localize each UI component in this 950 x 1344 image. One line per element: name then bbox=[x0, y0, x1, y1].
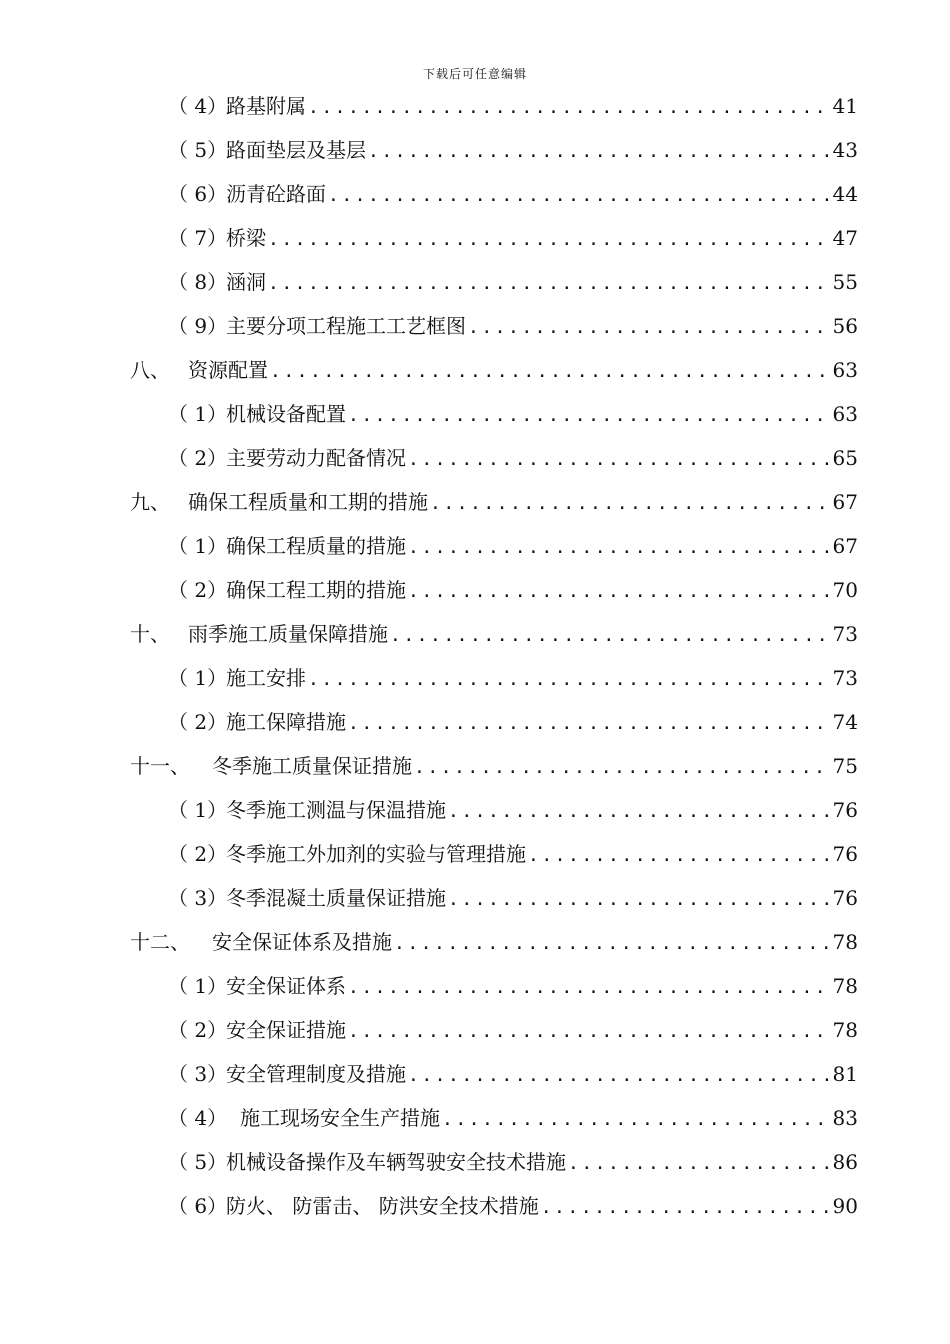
toc-dot-leader bbox=[541, 1186, 830, 1230]
toc-entry-8[interactable] bbox=[168, 260, 858, 304]
toc-entry-number: （ 6） bbox=[168, 182, 228, 206]
toc-entry-page: 47 bbox=[832, 226, 858, 250]
toc-entry-number: （ 4） bbox=[168, 94, 228, 118]
toc-entry-6[interactable] bbox=[168, 172, 858, 216]
toc-entry-5[interactable] bbox=[168, 128, 858, 172]
page-header: 下载后可任意编辑 bbox=[422, 67, 527, 81]
toc-entry-page: 74 bbox=[832, 710, 858, 734]
toc-dot-leader bbox=[408, 570, 830, 614]
toc-dot-leader bbox=[408, 1054, 830, 1098]
toc-entry-number: （ 2） bbox=[168, 578, 228, 602]
toc-entry-12-5[interactable] bbox=[168, 1140, 858, 1184]
toc-dot-leader bbox=[268, 218, 830, 262]
toc-entry-page: 73 bbox=[832, 666, 858, 690]
toc-entry-number: （ 2） bbox=[168, 842, 228, 866]
toc-entry-title: 施工安排 bbox=[226, 666, 306, 690]
toc-section-number: 九、 bbox=[130, 490, 170, 514]
toc-entry-title: 安全管理制度及措施 bbox=[226, 1062, 406, 1086]
toc-entry-title: 冬季施工外加剂的实验与管理措施 bbox=[226, 842, 526, 866]
toc-entry-page: 83 bbox=[832, 1106, 858, 1130]
toc-entry-page: 67 bbox=[832, 534, 858, 558]
toc-section-number: 十、 bbox=[130, 622, 170, 646]
toc-entry-title: 主要分项工程施工工艺框图 bbox=[226, 314, 466, 338]
toc-section-9[interactable] bbox=[130, 480, 858, 524]
toc-entry-10-2[interactable] bbox=[168, 700, 858, 744]
toc-entry-number: （ 1） bbox=[168, 402, 228, 426]
toc-section-page: 67 bbox=[832, 490, 858, 514]
toc-entry-11-1[interactable] bbox=[168, 788, 858, 832]
toc-entry-number: （ 6） bbox=[168, 1194, 228, 1218]
toc-entry-page: 65 bbox=[832, 446, 858, 470]
toc-dot-leader bbox=[390, 614, 830, 658]
toc-section-page: 73 bbox=[832, 622, 858, 646]
toc-entry-page: 76 bbox=[832, 798, 858, 822]
toc-section-title: 安全保证体系及措施 bbox=[212, 930, 392, 954]
toc-section-page: 63 bbox=[832, 358, 858, 382]
toc-dot-leader bbox=[348, 966, 830, 1010]
toc-entry-page: 81 bbox=[832, 1062, 858, 1086]
toc-entry-title: 确保工程工期的措施 bbox=[226, 578, 406, 602]
toc-entry-title: 安全保证措施 bbox=[226, 1018, 346, 1042]
toc-section-11[interactable] bbox=[130, 744, 858, 788]
toc-dot-leader bbox=[528, 834, 830, 878]
toc-entry-12-1[interactable] bbox=[168, 964, 858, 1008]
toc-section-number: 八、 bbox=[130, 358, 170, 382]
toc-section-title: 资源配置 bbox=[188, 358, 268, 382]
toc-entry-number: （ 2） bbox=[168, 446, 228, 470]
toc-entry-number: （ 1） bbox=[168, 974, 228, 998]
toc-section-title: 冬季施工质量保证措施 bbox=[212, 754, 412, 778]
toc-entry-number: （ 1） bbox=[168, 666, 228, 690]
toc-dot-leader bbox=[348, 394, 830, 438]
toc-entry-page: 44 bbox=[832, 182, 858, 206]
toc-entry-page: 90 bbox=[832, 1194, 858, 1218]
toc-entry-title: 确保工程质量的措施 bbox=[226, 534, 406, 558]
toc-entry-title: 沥青砼路面 bbox=[226, 182, 326, 206]
toc-entry-7[interactable] bbox=[168, 216, 858, 260]
toc-dot-leader bbox=[308, 658, 830, 702]
toc-entry-page: 78 bbox=[832, 1018, 858, 1042]
toc-entry-title: 路基附属 bbox=[226, 94, 306, 118]
toc-dot-leader bbox=[270, 350, 830, 394]
toc-dot-leader bbox=[328, 174, 830, 218]
toc-dot-leader bbox=[308, 86, 830, 130]
toc-entry-number: （ 5） bbox=[168, 1150, 228, 1174]
toc-dot-leader bbox=[408, 438, 830, 482]
toc-entry-8-2[interactable] bbox=[168, 436, 858, 480]
toc-entry-number: （ 3） bbox=[168, 1062, 228, 1086]
toc-entry-number: （ 1） bbox=[168, 534, 228, 558]
toc-entry-page: 56 bbox=[832, 314, 858, 338]
toc-dot-leader bbox=[394, 922, 830, 966]
toc-entry-page: 63 bbox=[832, 402, 858, 426]
toc-entry-title: 涵洞 bbox=[226, 270, 266, 294]
toc-dot-leader bbox=[348, 702, 830, 746]
toc-entry-number: （ 1） bbox=[168, 798, 228, 822]
toc-entry-title: 桥梁 bbox=[226, 226, 266, 250]
toc-entry-number: （ 2） bbox=[168, 710, 228, 734]
toc-entry-9[interactable] bbox=[168, 304, 858, 348]
toc-entry-title: 施工现场安全生产措施 bbox=[240, 1106, 440, 1130]
toc-entry-title: 主要劳动力配备情况 bbox=[226, 446, 406, 470]
toc-entry-9-2[interactable] bbox=[168, 568, 858, 612]
toc-entry-12-4[interactable] bbox=[168, 1096, 858, 1140]
toc-section-page: 75 bbox=[832, 754, 858, 778]
toc-entry-number: （ 7） bbox=[168, 226, 228, 250]
toc-entry-title: 安全保证体系 bbox=[226, 974, 346, 998]
toc-dot-leader bbox=[268, 262, 830, 306]
toc-entry-11-3[interactable] bbox=[168, 876, 858, 920]
toc-section-title: 雨季施工质量保障措施 bbox=[188, 622, 388, 646]
toc-entry-title: 施工保障措施 bbox=[226, 710, 346, 734]
toc-entry-number: （ 5） bbox=[168, 138, 228, 162]
toc-entry-9-1[interactable] bbox=[168, 524, 858, 568]
toc-entry-title: 机械设备配置 bbox=[226, 402, 346, 426]
toc-entry-page: 86 bbox=[832, 1150, 858, 1174]
toc-entry-12-6[interactable] bbox=[168, 1184, 858, 1228]
toc-section-10[interactable] bbox=[130, 612, 858, 656]
toc-dot-leader bbox=[368, 130, 830, 174]
toc-entry-page: 41 bbox=[832, 94, 858, 118]
toc-entry-page: 76 bbox=[832, 886, 858, 910]
toc-dot-leader bbox=[448, 878, 830, 922]
toc-dot-leader bbox=[348, 1010, 830, 1054]
toc-entry-10-1[interactable] bbox=[168, 656, 858, 700]
toc-entry-title: 冬季混凝土质量保证措施 bbox=[226, 886, 446, 910]
toc-entry-8-1[interactable] bbox=[168, 392, 858, 436]
toc-dot-leader bbox=[568, 1142, 830, 1186]
toc-dot-leader bbox=[430, 482, 830, 526]
toc-entry-page: 43 bbox=[832, 138, 858, 162]
toc-entry-number: （ 2） bbox=[168, 1018, 228, 1042]
toc-dot-leader bbox=[408, 526, 830, 570]
toc-entry-page: 76 bbox=[832, 842, 858, 866]
toc-entry-number: （ 8） bbox=[168, 270, 228, 294]
toc-entry-page: 70 bbox=[832, 578, 858, 602]
toc-section-8[interactable] bbox=[130, 348, 858, 392]
toc-section-number: 十二、 bbox=[130, 930, 190, 954]
toc-entry-title: 防火、 防雷击、 防洪安全技术措施 bbox=[226, 1194, 539, 1218]
toc-entry-title: 机械设备操作及车辆驾驶安全技术措施 bbox=[226, 1150, 566, 1174]
toc-entry-page: 55 bbox=[832, 270, 858, 294]
toc-dot-leader bbox=[448, 790, 830, 834]
toc-section-12[interactable] bbox=[130, 920, 858, 964]
toc-entry-title: 冬季施工测温与保温措施 bbox=[226, 798, 446, 822]
toc-entry-page: 78 bbox=[832, 974, 858, 998]
toc-dot-leader bbox=[468, 306, 830, 350]
toc-entry-number: （ 9） bbox=[168, 314, 228, 338]
toc-entry-11-2[interactable] bbox=[168, 832, 858, 876]
toc-dot-leader bbox=[442, 1098, 830, 1142]
toc-entry-number: （ 4） bbox=[168, 1106, 228, 1130]
toc-dot-leader bbox=[414, 746, 830, 790]
toc-section-page: 78 bbox=[832, 930, 858, 954]
toc-entry-number: （ 3） bbox=[168, 886, 228, 910]
toc-entry-4[interactable] bbox=[168, 84, 858, 128]
toc-section-number: 十一、 bbox=[130, 754, 190, 778]
toc-entry-12-3[interactable] bbox=[168, 1052, 858, 1096]
toc-entry-title: 路面垫层及基层 bbox=[226, 138, 366, 162]
toc-section-title: 确保工程质量和工期的措施 bbox=[188, 490, 428, 514]
toc-entry-12-2[interactable] bbox=[168, 1008, 858, 1052]
